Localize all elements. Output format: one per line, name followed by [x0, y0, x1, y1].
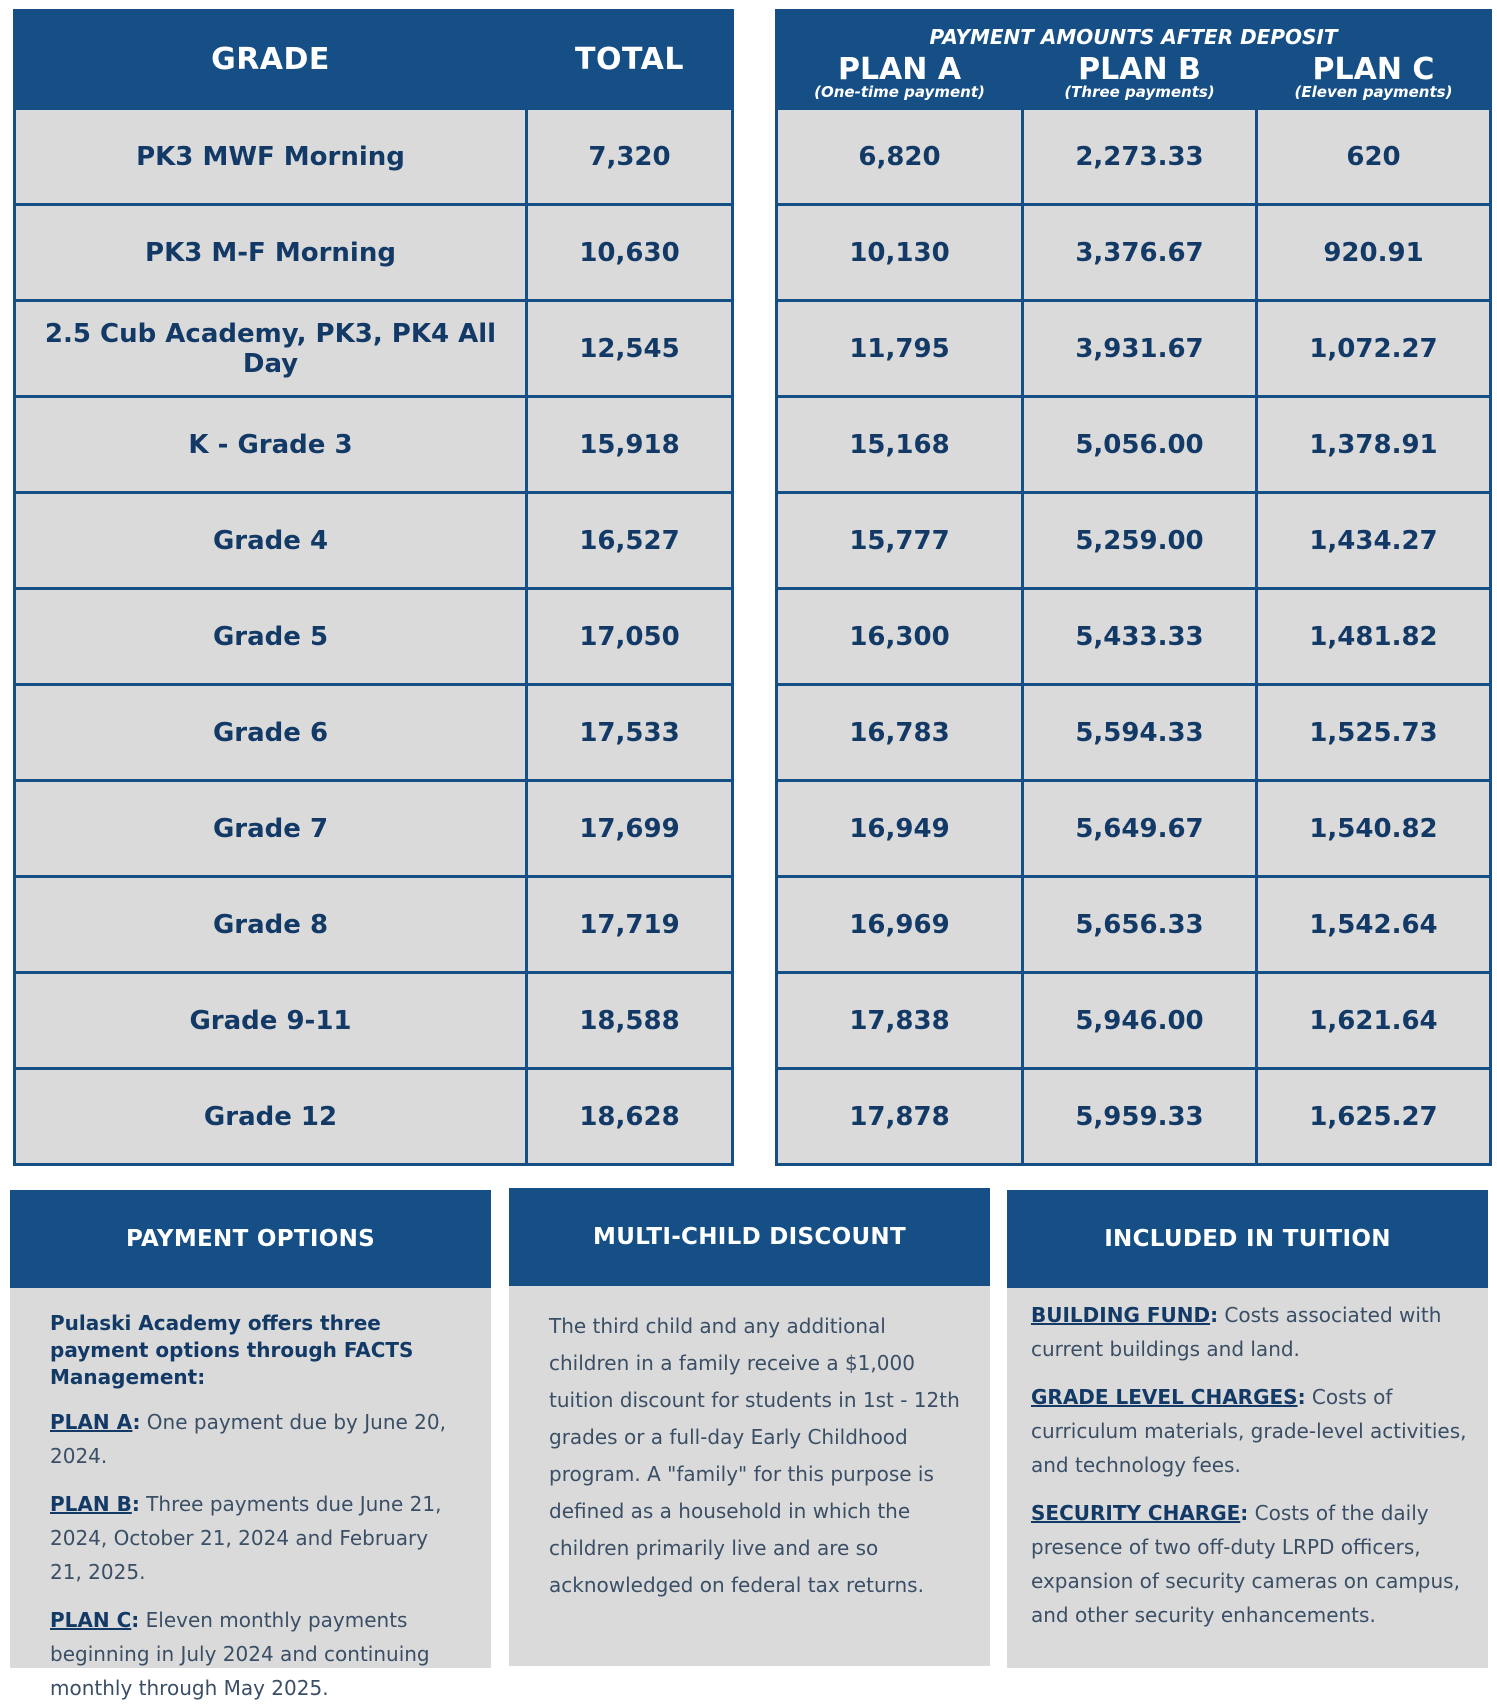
total-cell: 18,588 [527, 973, 733, 1069]
plan-c-description: PLAN C: Eleven monthly payments beginning in July 2024 and continuing monthly through May 2025. [50, 1608, 430, 1700]
multi-child-discount-panel [509, 1188, 990, 1666]
plan-a-cell: 16,949 [777, 781, 1023, 877]
security-charge-item: SECURITY CHARGE: Costs of the daily presence of two off-duty LRPD officers, expansion of security cameras on campus, and other security enhancements. [1031, 1501, 1460, 1627]
plan-a-description: PLAN A: One payment due by June 20, 2024. [50, 1410, 446, 1468]
grade-table-body [15, 109, 733, 1165]
plan-a-cell: 16,783 [777, 685, 1023, 781]
plan-c-label: PLAN C [50, 1608, 132, 1632]
building-fund-item: BUILDING FUND: Costs associated with current buildings and land. [1031, 1303, 1442, 1361]
building-fund-text: Costs associated with current buildings and land. [1031, 1303, 1442, 1361]
plan-a-label: PLAN A [50, 1410, 133, 1434]
table-row [15, 493, 733, 589]
plan-c-cell: 1,540.82 [1257, 781, 1491, 877]
grade-total-table [13, 9, 734, 1166]
table-row [777, 109, 1491, 205]
table-row [777, 589, 1491, 685]
table-row [15, 589, 733, 685]
table-row [15, 301, 733, 397]
table-row [777, 397, 1491, 493]
total-cell: 17,050 [527, 589, 733, 685]
plan-c-cell: 1,542.64 [1257, 877, 1491, 973]
total-cell: 16,527 [527, 493, 733, 589]
total-column-header: TOTAL [527, 11, 733, 109]
grade-cell: Grade 5 [15, 589, 527, 685]
grade-cell: PK3 M-F Morning [15, 205, 527, 301]
multi-child-discount-title: MULTI-CHILD DISCOUNT [509, 1188, 990, 1286]
table-row [15, 1069, 733, 1165]
plan-a-cell: 17,878 [777, 1069, 1023, 1165]
table-row [15, 397, 733, 493]
grade-cell: Grade 8 [15, 877, 527, 973]
total-cell: 10,630 [527, 205, 733, 301]
deposit-caption-row [777, 11, 1491, 53]
total-cell: 17,699 [527, 781, 733, 877]
plan-c-cell: 1,621.64 [1257, 973, 1491, 1069]
plan-a-cell: 15,168 [777, 397, 1023, 493]
included-in-tuition-body [1007, 1288, 1488, 1632]
plan-c-header [1257, 53, 1491, 109]
grade-table-header-row [15, 11, 733, 109]
plan-b-text: Three payments due June 21, 2024, October 21, 2024 and February 21, 2025. [50, 1492, 442, 1584]
plan-a-cell: 16,300 [777, 589, 1023, 685]
table-row [777, 877, 1491, 973]
plan-b-cell: 5,959.33 [1023, 1069, 1257, 1165]
plan-a-header [777, 53, 1023, 109]
plan-a-cell: 16,969 [777, 877, 1023, 973]
payment-plan-table [775, 9, 1492, 1166]
plan-b-cell: 5,259.00 [1023, 493, 1257, 589]
table-row [777, 493, 1491, 589]
plan-c-cell: 1,525.73 [1257, 685, 1491, 781]
plan-c-text: Eleven monthly payments beginning in July 2024 and continuing monthly through May 2025. [50, 1608, 430, 1700]
plan-b-cell: 5,649.67 [1023, 781, 1257, 877]
payment-options-panel [10, 1190, 491, 1700]
multi-child-discount-text: The third child and any additional children in a family receive a $1,000 tuition discount for students in 1st - 12th grades or a full-day Early Childhood program. A "family" for this purpose is defined as a household in which the children primarily live and are so acknowledged on federal tax returns. [549, 1314, 960, 1597]
table-row [777, 781, 1491, 877]
total-cell: 18,628 [527, 1069, 733, 1165]
grade-cell: Grade 12 [15, 1069, 527, 1165]
grade-level-charges-label: GRADE LEVEL CHARGES [1031, 1385, 1298, 1409]
plan-b-label: PLAN B [50, 1492, 132, 1516]
plan-c-subtitle: (Eleven payments) [1294, 83, 1453, 101]
deposit-caption: PAYMENT AMOUNTS AFTER DEPOSIT [777, 11, 1491, 53]
grade-cell: Grade 6 [15, 685, 527, 781]
multi-child-discount-body [509, 1286, 990, 1604]
plan-b-cell: 5,594.33 [1023, 685, 1257, 781]
table-row [777, 1069, 1491, 1165]
plan-a-cell: 6,820 [777, 109, 1023, 205]
table-row [15, 109, 733, 205]
grade-cell: PK3 MWF Morning [15, 109, 527, 205]
table-row [777, 685, 1491, 781]
total-cell: 17,533 [527, 685, 733, 781]
plan-b-cell: 5,433.33 [1023, 589, 1257, 685]
plan-a-cell: 10,130 [777, 205, 1023, 301]
grade-column-header: GRADE [15, 11, 527, 109]
table-row [15, 205, 733, 301]
grade-level-charges-item: GRADE LEVEL CHARGES: Costs of curriculum materials, grade-level activities, and technology fees. [1031, 1385, 1467, 1477]
total-cell: 7,320 [527, 109, 733, 205]
grade-cell: Grade 7 [15, 781, 527, 877]
payment-options-body [10, 1288, 491, 1705]
plan-a-cell: 15,777 [777, 493, 1023, 589]
plan-b-cell: 2,273.33 [1023, 109, 1257, 205]
plan-b-subtitle: (Three payments) [1064, 83, 1215, 101]
grade-cell: 2.5 Cub Academy, PK3, PK4 All Day [15, 301, 527, 397]
security-charge-text: Costs of the daily presence of two off-duty LRPD officers, expansion of security cameras on campus, and other security enhancements. [1031, 1501, 1460, 1627]
plan-c-name: PLAN C [1312, 52, 1435, 87]
plan-a-name: PLAN A [837, 52, 962, 87]
building-fund-label: BUILDING FUND [1031, 1303, 1211, 1327]
total-cell: 17,719 [527, 877, 733, 973]
plan-b-header [1023, 53, 1257, 109]
security-charge-label: SECURITY CHARGE [1031, 1501, 1241, 1525]
plan-c-cell: 620 [1257, 109, 1491, 205]
total-cell: 12,545 [527, 301, 733, 397]
table-row [15, 685, 733, 781]
payment-options-intro: Pulaski Academy offers three payment options through FACTS Management: [50, 1311, 414, 1389]
plan-c-cell: 1,072.27 [1257, 301, 1491, 397]
grade-cell: K - Grade 3 [15, 397, 527, 493]
plan-c-cell: 1,481.82 [1257, 589, 1491, 685]
plan-b-cell: 5,056.00 [1023, 397, 1257, 493]
plan-b-name: PLAN B [1078, 52, 1201, 87]
plan-table-body [777, 109, 1491, 1165]
plan-a-text: One payment due by June 20, 2024. [50, 1410, 446, 1468]
grade-cell: Grade 9-11 [15, 973, 527, 1069]
plan-c-cell: 1,434.27 [1257, 493, 1491, 589]
plan-b-cell: 5,656.33 [1023, 877, 1257, 973]
plan-c-cell: 1,378.91 [1257, 397, 1491, 493]
plan-c-cell: 920.91 [1257, 205, 1491, 301]
table-row [15, 877, 733, 973]
plan-a-subtitle: (One-time payment) [814, 83, 985, 101]
plan-b-cell: 3,376.67 [1023, 205, 1257, 301]
table-row [777, 301, 1491, 397]
included-in-tuition-title: INCLUDED IN TUITION [1007, 1190, 1488, 1288]
grade-cell: Grade 4 [15, 493, 527, 589]
total-cell: 15,918 [527, 397, 733, 493]
table-row [15, 973, 733, 1069]
table-row [15, 781, 733, 877]
table-row [777, 973, 1491, 1069]
table-row [777, 205, 1491, 301]
plan-header-row [777, 53, 1491, 109]
plan-b-description: PLAN B: Three payments due June 21, 2024, October 21, 2024 and February 21, 2025. [50, 1492, 442, 1584]
plan-b-cell: 3,931.67 [1023, 301, 1257, 397]
plan-a-cell: 11,795 [777, 301, 1023, 397]
plan-b-cell: 5,946.00 [1023, 973, 1257, 1069]
plan-c-cell: 1,625.27 [1257, 1069, 1491, 1165]
payment-options-title: PAYMENT OPTIONS [10, 1190, 491, 1288]
included-in-tuition-panel [1007, 1190, 1488, 1668]
grade-level-charges-text: Costs of curriculum materials, grade-level activities, and technology fees. [1031, 1385, 1467, 1477]
plan-a-cell: 17,838 [777, 973, 1023, 1069]
